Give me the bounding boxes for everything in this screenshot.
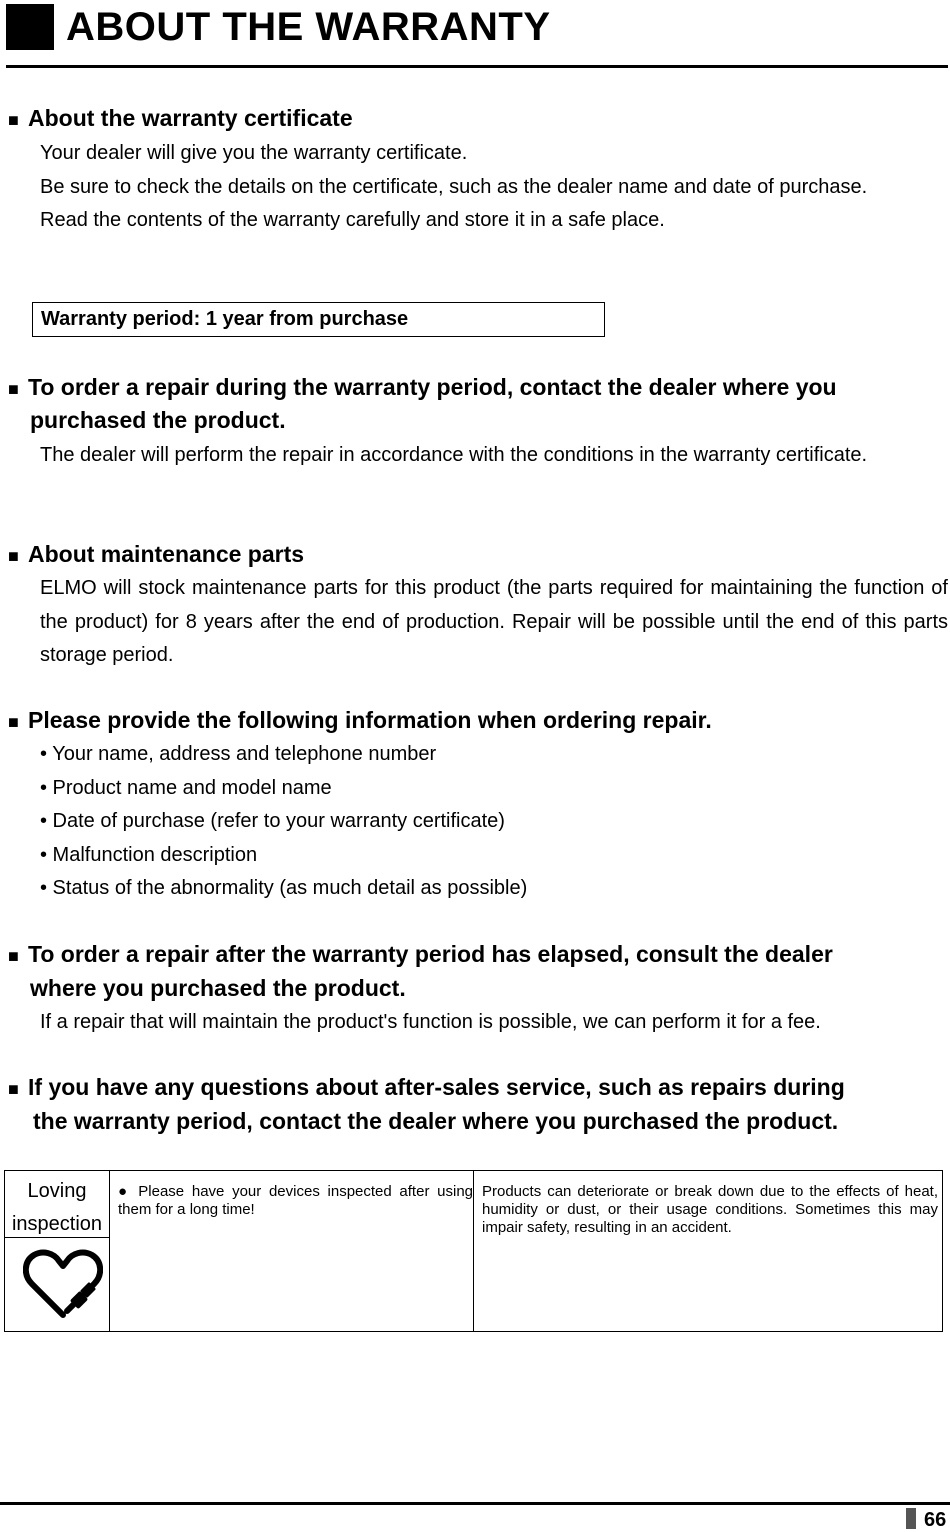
warranty-period-box: Warranty period: 1 year from purchase bbox=[32, 302, 605, 337]
list-item: • Date of purchase (refer to your warranty certificate) bbox=[40, 810, 505, 832]
page-number: 66 bbox=[924, 1509, 947, 1531]
inspection-table bbox=[4, 1170, 943, 1332]
certificate-line-2: Be sure to check the details on the certificate, such as the dealer name and date of purchase. bbox=[40, 175, 868, 198]
heading-repair-during bbox=[8, 371, 837, 406]
heading-certificate-text: About the warranty certificate bbox=[28, 105, 353, 131]
inspection-detail-cell bbox=[474, 1171, 942, 1331]
square-bullet-icon: ■ bbox=[8, 712, 19, 732]
inspection-label bbox=[5, 1175, 109, 1235]
info-list bbox=[40, 738, 527, 906]
maintenance-text: ELMO will stock maintenance parts for this product (the parts required for maintaining the function of the product) for 8 years after the end of production. Repair will be possible until the end of this parts storage period. bbox=[40, 577, 948, 666]
title-block bbox=[6, 4, 54, 50]
heading-questions-line1: If you have any questions about after-sales service, such as repairs during bbox=[28, 1074, 845, 1100]
list-item: • Status of the abnormality (as much detail as possible) bbox=[40, 877, 528, 899]
square-bullet-icon: ■ bbox=[8, 379, 19, 399]
certificate-line-1: Your dealer will give you the warranty certificate. bbox=[40, 142, 468, 164]
heading-repair-after-line2: where you purchased the product. bbox=[30, 975, 406, 1001]
repair-after-text: If a repair that will maintain the product's function is possible, we can perform it for a fee. bbox=[40, 1011, 821, 1033]
inspection-label-line1: Loving bbox=[27, 1180, 87, 1202]
heading-info-text: Please provide the following information when ordering repair. bbox=[28, 707, 712, 733]
heading-questions bbox=[8, 1071, 845, 1106]
heading-questions-line2: the warranty period, contact the dealer where you purchased the product. bbox=[33, 1108, 839, 1134]
heading-info bbox=[8, 704, 712, 739]
footer-rule bbox=[0, 1502, 950, 1505]
square-bullet-icon: ■ bbox=[8, 946, 19, 966]
square-bullet-icon: ■ bbox=[8, 110, 19, 130]
list-item: • Product name and model name bbox=[40, 776, 332, 799]
inspection-label-cell bbox=[5, 1171, 110, 1331]
heading-maintenance-text: About maintenance parts bbox=[28, 541, 305, 567]
inspection-label-divider bbox=[5, 1237, 109, 1238]
inspection-advice-text: ● Please have your devices inspected after using them for a long time! bbox=[118, 1183, 473, 1218]
heart-plug-icon bbox=[23, 1247, 103, 1321]
inspection-detail-text: Products can deteriorate or break down due to the effects of heat, humidity or dust, or their usage conditions. Sometimes this may impair safety, resulting in an accident. bbox=[482, 1183, 938, 1236]
title-rule bbox=[6, 65, 948, 68]
heading-repair-after bbox=[8, 938, 833, 973]
repair-during-text: The dealer will perform the repair in accordance with the conditions in the warranty certificate. bbox=[40, 444, 868, 466]
square-bullet-icon: ■ bbox=[8, 1079, 19, 1099]
heading-repair-during-line2: purchased the product. bbox=[30, 407, 286, 433]
list-item: • Malfunction description bbox=[40, 843, 258, 866]
footer-marker bbox=[906, 1508, 916, 1529]
heading-maintenance bbox=[8, 538, 304, 573]
heading-repair-after-line1: To order a repair after the warranty period has elapsed, consult the dealer bbox=[28, 941, 833, 967]
certificate-line-3: Read the contents of the warranty carefully and store it in a safe place. bbox=[40, 209, 665, 231]
square-bullet-icon: ■ bbox=[8, 546, 19, 566]
inspection-advice-cell bbox=[110, 1171, 474, 1331]
page-title: ABOUT THE WARRANTY bbox=[66, 5, 551, 49]
heading-certificate bbox=[8, 102, 353, 137]
certificate-paragraph bbox=[40, 137, 948, 238]
list-item: • Your name, address and telephone number bbox=[40, 743, 437, 765]
heading-repair-during-line1: To order a repair during the warranty period, contact the dealer where you bbox=[28, 374, 837, 400]
inspection-label-line2: inspection bbox=[11, 1213, 103, 1235]
